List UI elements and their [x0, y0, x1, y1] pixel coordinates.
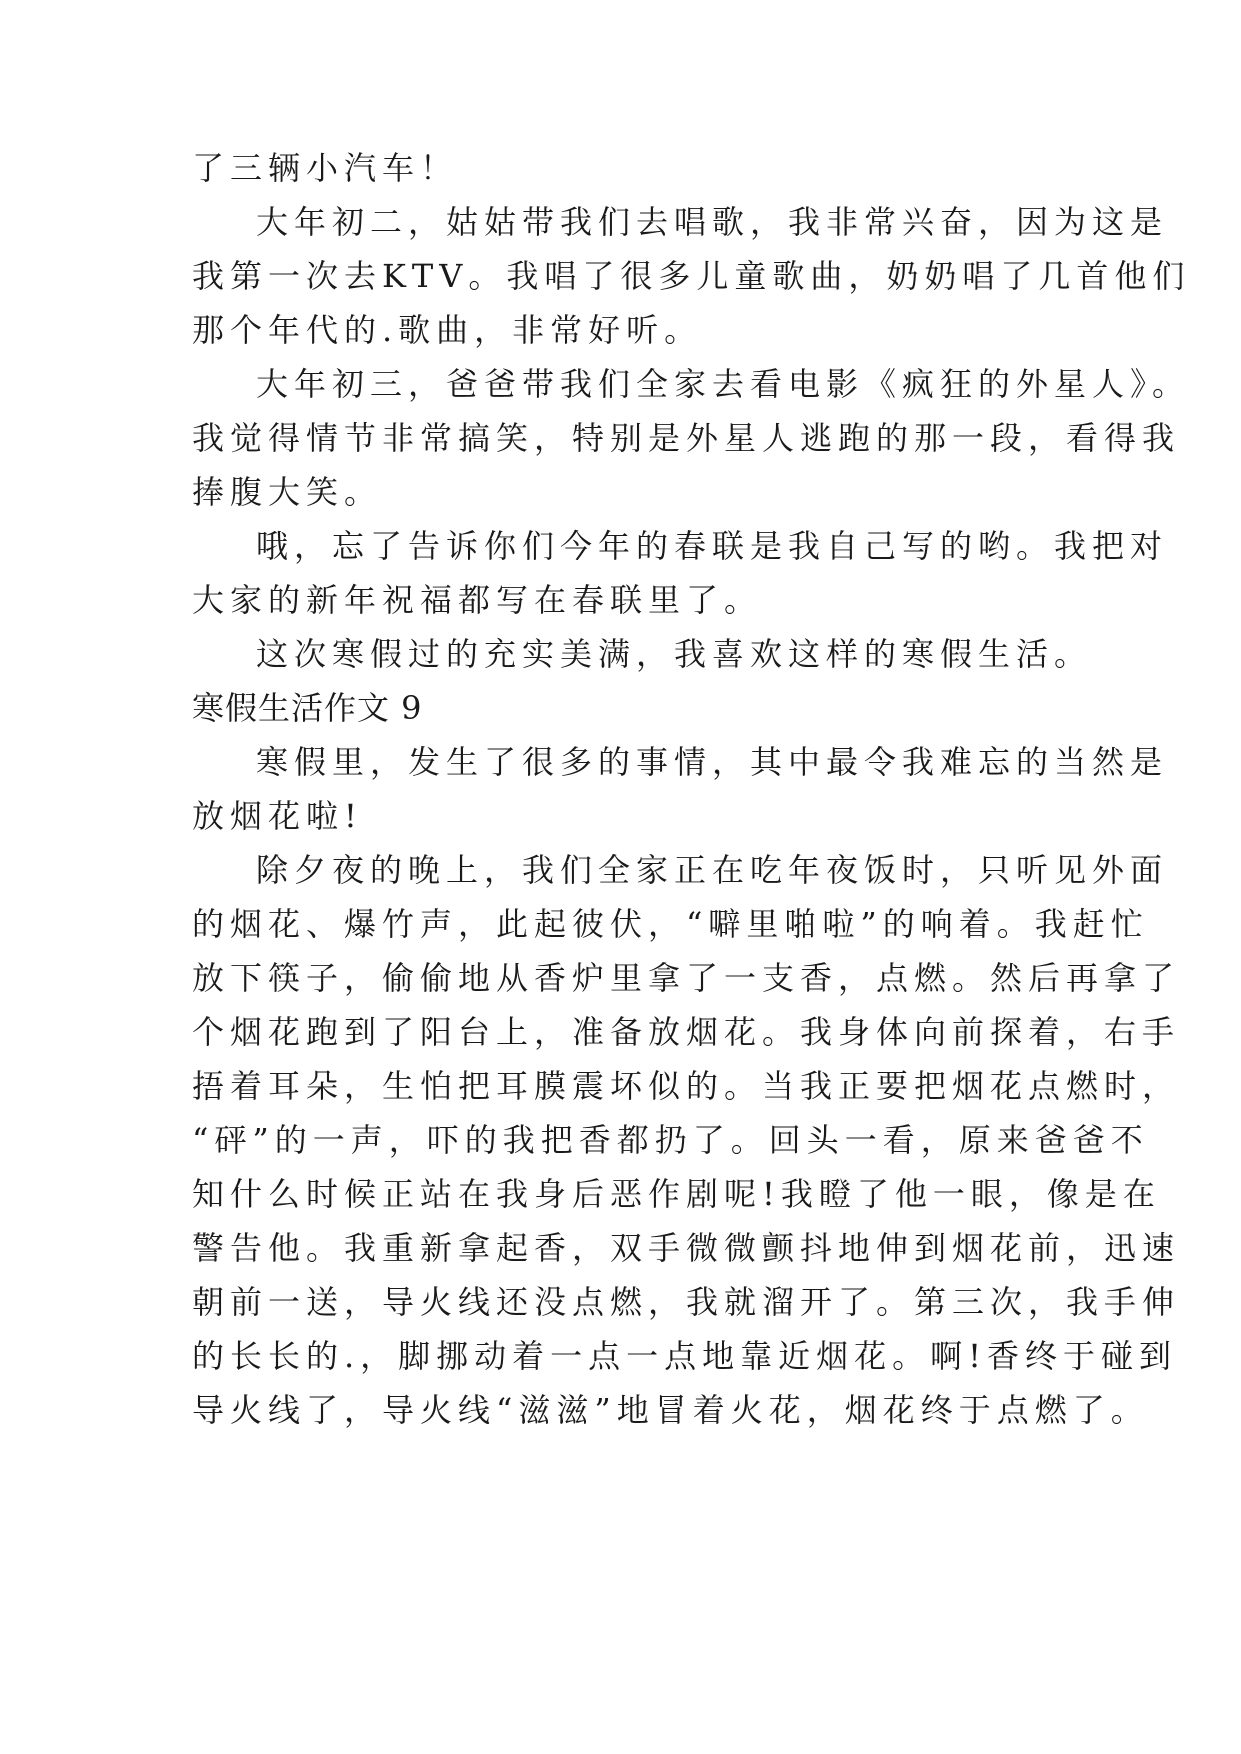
paragraph-start-line: 这次寒假过的充实美满，我喜欢这样的寒假生活。	[256, 635, 1093, 673]
text-line: 了三辆小汽车！	[192, 149, 459, 187]
paragraph-start-line: 哦，忘了告诉你们今年的春联是我自己写的哟。我把对	[256, 527, 1169, 565]
text-line: 导火线了，导火线“滋滋”地冒着火花，烟花终于点燃了。	[192, 1391, 1149, 1429]
paragraph-start-line: 寒假里，发生了很多的事情，其中最令我难忘的当然是	[256, 743, 1169, 781]
text-line: “砰”的一声，吓的我把香都扔了。回头一看，原来爸爸不	[192, 1121, 1149, 1159]
text-line: 个烟花跑到了阳台上，准备放烟花。我身体向前探着，右手	[192, 1013, 1181, 1051]
text-line: 知什么时候正站在我身后恶作剧呢!我瞪了他一眼，像是在	[192, 1175, 1161, 1213]
section-heading: 寒假生活作文 9	[192, 689, 423, 727]
text-line: 大家的新年祝福都写在春联里了。	[192, 581, 763, 619]
text-line: 我第一次去KTV。我唱了很多儿童歌曲，奶奶唱了几首他们	[192, 257, 1191, 295]
text-line: 的长长的.，脚挪动着一点一点地靠近烟花。啊!香终于碰到	[192, 1337, 1178, 1375]
text-line: 我觉得情节非常搞笑，特别是外星人逃跑的那一段，看得我	[192, 419, 1181, 457]
text-line: 朝前一送，导火线还没点燃，我就溜开了。第三次，我手伸	[192, 1283, 1181, 1321]
paragraph-start-line: 除夕夜的晚上，我们全家正在吃年夜饭时，只听见外面	[256, 851, 1169, 889]
paragraph-start-line: 大年初三，爸爸带我们全家去看电影《疯狂的外星人》。	[256, 365, 1191, 403]
text-line: 的烟花、爆竹声，此起彼伏，“噼里啪啦”的响着。我赶忙	[192, 905, 1149, 943]
text-line: 放烟花啦!	[192, 797, 363, 835]
text-line: 警告他。我重新拿起香，双手微微颤抖地伸到烟花前，迅速	[192, 1229, 1181, 1267]
text-line: 捧腹大笑。	[192, 473, 383, 511]
text-line: 放下筷子，偷偷地从香炉里拿了一支香，点燃。然后再拿了	[192, 959, 1181, 997]
text-line: 捂着耳朵，生怕把耳膜震坏似的。当我正要把烟花点燃时，	[192, 1067, 1181, 1105]
paragraph-start-line: 大年初二，姑姑带我们去唱歌，我非常兴奋，因为这是	[256, 203, 1169, 241]
text-line: 那个年代的.歌曲，非常好听。	[192, 311, 703, 349]
